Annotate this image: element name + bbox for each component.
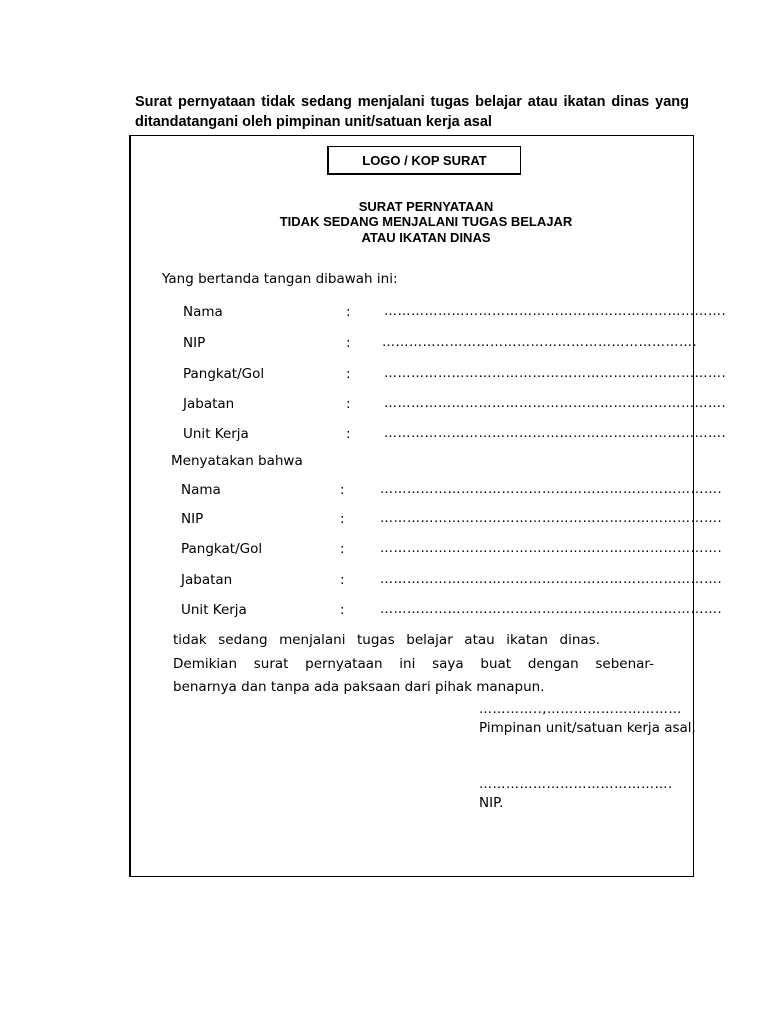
statement-line: tidak sedang menjalani tugas belajar atau ikatan dinas. bbox=[173, 632, 600, 648]
signer-intro-text: Yang bertanda tangan dibawah ini: bbox=[162, 271, 398, 287]
field-colon: : bbox=[346, 426, 351, 442]
signer-field-blank: …………………………………………………………………. bbox=[384, 396, 727, 411]
subject-field-label: Pangkat/Gol bbox=[181, 541, 263, 557]
field-colon: : bbox=[346, 304, 351, 320]
signer-field-label: NIP bbox=[183, 335, 206, 351]
subject-field-label: Unit Kerja bbox=[181, 602, 247, 618]
letterhead-logo-label: LOGO / KOP SURAT bbox=[362, 152, 487, 168]
signer-field-label: Unit Kerja bbox=[183, 426, 249, 442]
subject-field-blank: …………………………………………………………………. bbox=[380, 602, 723, 617]
subject-field-blank: …………………………………………………………………. bbox=[380, 541, 723, 556]
subject-field-label: NIP bbox=[181, 511, 204, 527]
field-colon: : bbox=[340, 572, 345, 588]
signer-field-label: Jabatan bbox=[183, 396, 235, 412]
statement-form-border bbox=[129, 135, 694, 877]
signer-field-blank: ……………………………………………………………. bbox=[382, 335, 698, 350]
declares-text: Menyatakan bahwa bbox=[171, 453, 303, 469]
field-colon: : bbox=[346, 366, 351, 382]
field-colon: : bbox=[340, 541, 345, 557]
subject-field-label: Jabatan bbox=[181, 572, 233, 588]
signer-field-blank: …………………………………………………………………. bbox=[384, 304, 727, 319]
field-colon: : bbox=[340, 511, 345, 527]
form-title-line-1: SURAT PERNYATAAN bbox=[358, 199, 494, 214]
signature-nip-label: NIP. bbox=[479, 795, 504, 811]
statement-line: benarnya dan tanpa ada paksaan dari pihak manapun. bbox=[173, 679, 545, 695]
field-colon: : bbox=[346, 396, 351, 412]
subject-field-blank: …………………………………………………………………. bbox=[380, 511, 723, 526]
statement-line: Demikian surat pernyataan ini saya buat dengan sebenar- bbox=[173, 656, 654, 672]
signer-field-blank: …………………………………………………………………. bbox=[384, 366, 727, 381]
signature-role: Pimpinan unit/satuan kerja asal, bbox=[479, 720, 696, 736]
form-title-line-2: TIDAK SEDANG MENJALANI TUGAS BELAJAR bbox=[279, 214, 573, 229]
subject-field-blank: …………………………………………………………………. bbox=[380, 572, 723, 587]
form-title-line-3: ATAU IKATAN DINAS bbox=[361, 230, 491, 245]
signer-field-label: Nama bbox=[183, 304, 223, 320]
field-colon: : bbox=[340, 482, 345, 498]
document-heading: Surat pernyataan tidak sedang menjalani tugas belajar atau ikatan dinas yang ditandatangani oleh pimpinan unit/satuan kerja asal bbox=[135, 94, 689, 130]
signer-field-blank: …………………………………………………………………. bbox=[384, 426, 727, 441]
signature-name-line: ……………………………………. bbox=[479, 777, 673, 792]
signature-place-date: …………..,………………………… bbox=[479, 702, 682, 717]
subject-field-label: Nama bbox=[181, 482, 221, 498]
letterhead-logo-placeholder bbox=[327, 146, 521, 175]
subject-field-blank: …………………………………………………………………. bbox=[380, 482, 723, 497]
field-colon: : bbox=[340, 602, 345, 618]
signer-field-label: Pangkat/Gol bbox=[183, 366, 265, 382]
field-colon: : bbox=[346, 335, 351, 351]
